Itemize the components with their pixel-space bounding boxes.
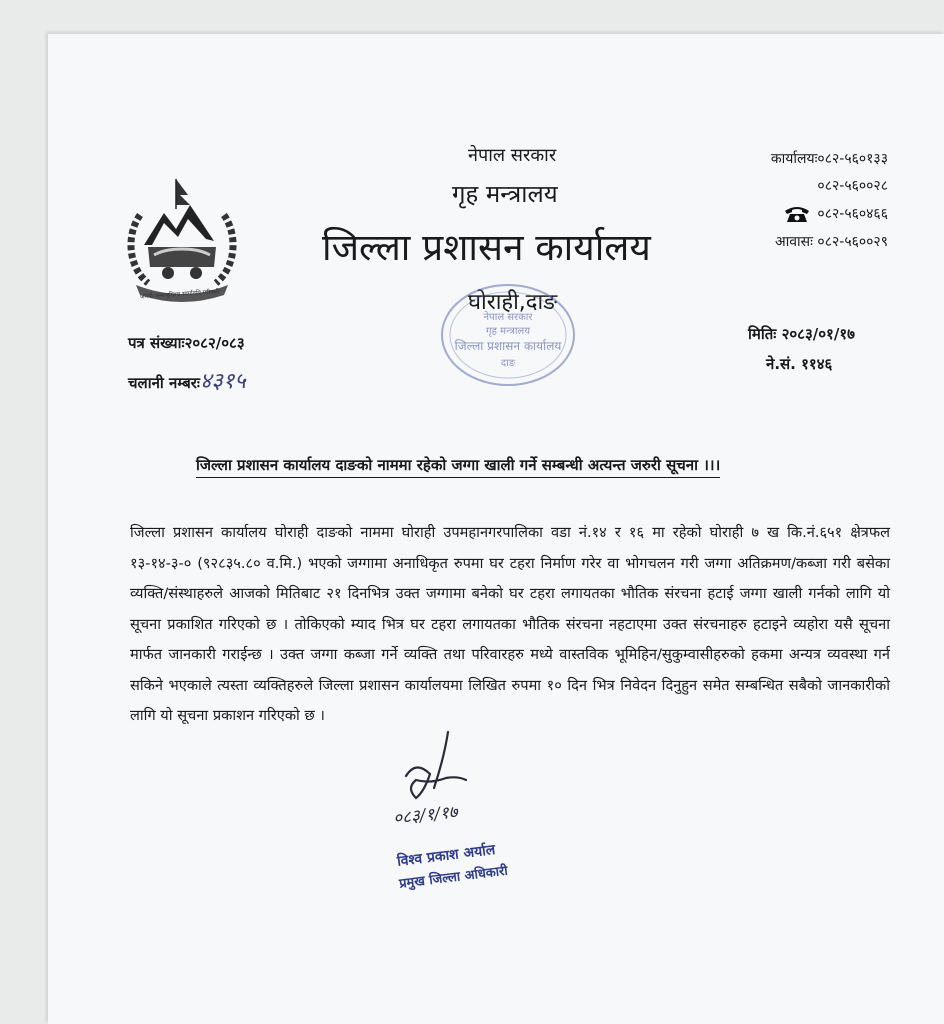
header-ministry: गृह मन्त्रालय xyxy=(452,180,558,208)
signatory-name: विश्व प्रकाश अर्याल xyxy=(396,841,497,870)
header-office: जिल्ला प्रशासन कार्यालय xyxy=(322,226,651,269)
stamp-line-2: गृह मन्त्रालय xyxy=(485,326,531,337)
office-stamp xyxy=(438,280,578,390)
phone-3-line xyxy=(783,204,888,223)
residence-phone-line xyxy=(775,232,888,251)
stamp-line-3: जिल्ला प्रशासन कार्यालय xyxy=(454,339,562,353)
office-phone-label: कार्यालयः xyxy=(770,151,818,167)
header-govt: नेपाल सरकार xyxy=(468,145,557,166)
header-location: घोराही,दाङ xyxy=(468,290,558,315)
residence-phone-label: आवासः xyxy=(774,234,813,250)
office-phone: ०८२-५६०१३३ xyxy=(817,151,888,167)
signatory-title: प्रमुख जिल्ला अधिकारी xyxy=(398,863,509,892)
phone-2: ०८२-५६००२८ xyxy=(817,178,888,194)
phone-3: ०८२-५६०४६६ xyxy=(817,206,888,222)
stamp-line-4: दाङ xyxy=(500,358,516,369)
ns-value: ११४६ xyxy=(801,355,833,373)
dispatch-number xyxy=(128,365,246,395)
notice-body: जिल्ला प्रशासन कार्यालय घोराही दाङको नाममा घोराही उपमहानगरपालिका वडा नं.१४ र १६ मा रहेको घोराही ७ ख कि.नं.६५१ क्षेत्रफल १३-१४-३-० (९२८३५.८० व.मि.) भएको जग्गामा अनाधिकृत रुपमा घर टहरा निर्माण गरेर वा भोगचलन गरी जग्गा अतिक्रमण/कब्जा गरी बसेका व्यक्ति/संस्थाहरुले आजको मितिबाट २१ दिनभित्र उक्त जग्गामा बनेको घर टहरा लगायतका भौतिक संरचना हटाई जग्गा खाली गर्नको लागि यो सूचना प्रकाशित गरिएको छ । तोकिएको म्याद भित्र घर टहरा लगायतका भौतिक संरचना नहटाएमा उक्त संरचनाहरु हटाइने व्यहोरा यसै सूचना मार्फत जानकारी गराईन्छ । उक्त जग्गा कब्जा गर्ने व्यक्ति तथा परिवारहरु मध्ये वास्तविक भूमिहिन/सुकुम्वासीहरुको हकमा अन्यत्र व्यवस्था गर्न सकिने भएकाले त्यस्ता व्यक्तिहरुले जिल्ला प्रशासन कार्यालयमा लिखित रुपमा १० दिन भित्र निवेदन दिनुहुन समेत सम्बन्धित सबैको जानकारीको लागि यो सूचना प्रकाशन गरिएको छ । xyxy=(130,524,890,724)
office-phone-line xyxy=(771,149,888,168)
signature-date: ०८३/१/१७ xyxy=(392,802,459,829)
stamp-line-1: नेपाल सरकार xyxy=(483,312,533,323)
date-value: २०८३/०१/१७ xyxy=(781,325,855,343)
residence-phone: ०८२-५६००२९ xyxy=(817,234,888,250)
letter-number-label: पत्र संख्याः xyxy=(128,334,185,352)
date-label: मितिः xyxy=(748,325,777,343)
date-line xyxy=(748,324,855,344)
ns-label: ने.सं. xyxy=(766,355,796,373)
dispatch-number-value: ४३१५ xyxy=(199,369,246,394)
nepal-emblem-icon xyxy=(118,175,246,303)
nepal-sambat-line xyxy=(766,354,832,374)
telephone-icon xyxy=(783,205,811,223)
letter-number-value: २०८२/०८३ xyxy=(184,334,245,352)
subject-heading: जिल्ला प्रशासन कार्यालय दाङको नाममा रहेको जग्गा खाली गर्ने सम्बन्धी अत्यन्त जरुरी सूचना ।।। xyxy=(196,455,720,478)
letter-number xyxy=(128,333,245,353)
emblem-motto: जननी जन्मभूमिश्च स्वर्गादपि गरीयसी xyxy=(139,288,220,301)
dispatch-number-label: चलानी नम्बरः xyxy=(128,374,200,392)
